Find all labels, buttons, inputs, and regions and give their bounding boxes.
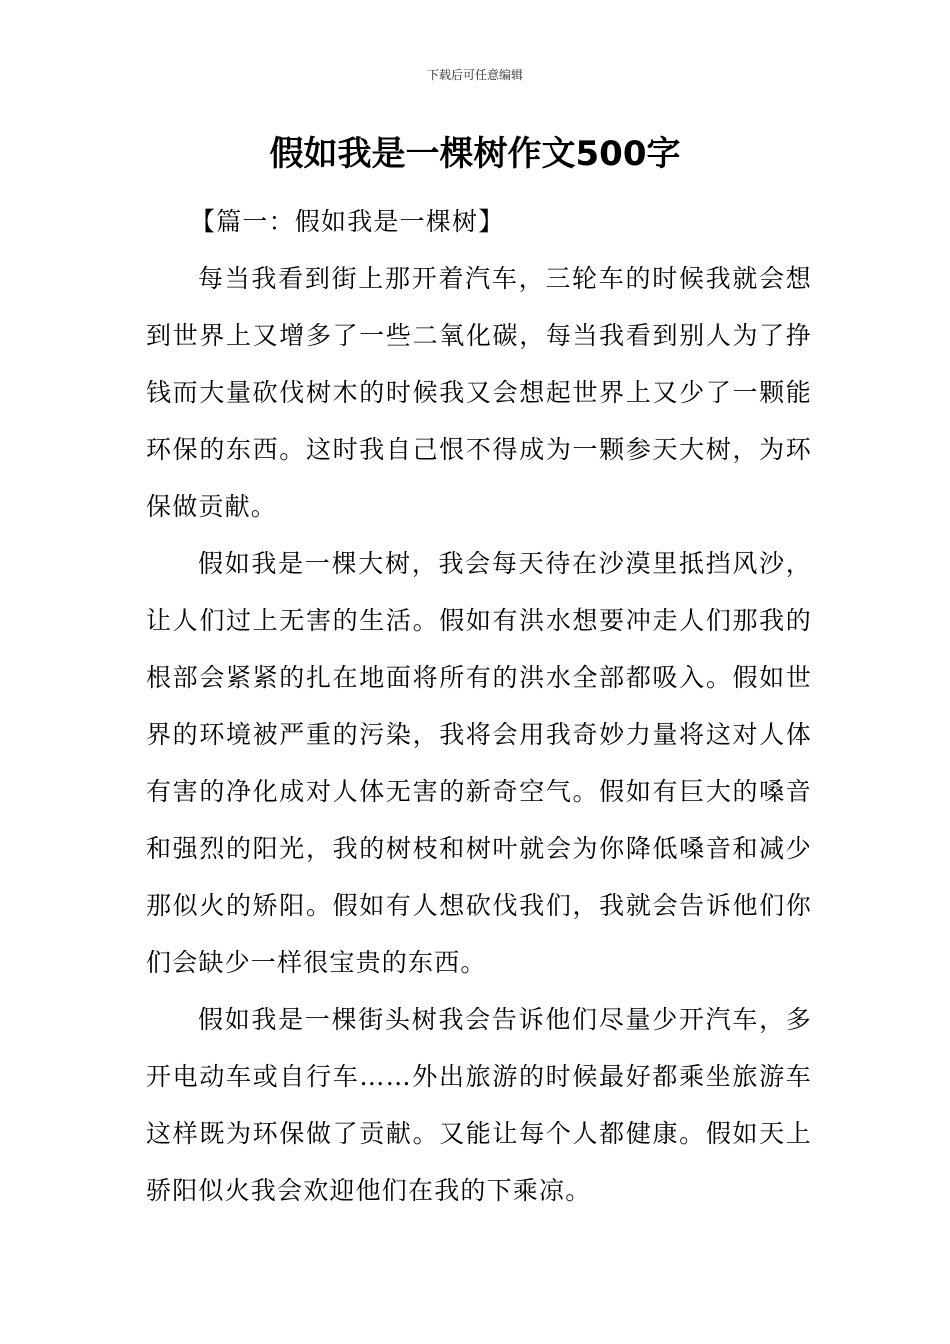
document-title: 假如我是一棵树作文500字 <box>269 134 681 174</box>
paragraph-2: 假如我是一棵大树，我会每天待在沙漠里抵挡风沙，让人们过上无害的生活。假如有洪水想要冲走人们那我的根部会紧紧的扎在地面将所有的洪水全部都吸入。假如世界的环境被严重的污染，我将会用我奇妙力量将这对人体有害的净化成对人体无害的新奇空气。假如有巨大的嗓音和强烈的阳光，我的树枝和树叶就会为你降低嗓音和减少那似火的矫阳。假如有人想砍伐我们，我就会告诉他们你们会缺少一样很宝贵的东西。 <box>146 549 812 977</box>
paragraph-1: 每当我看到街上那开着汽车，三轮车的时候我就会想到世界上又增多了一些二氧化碳，每当我看到别人为了挣钱而大量砍伐树木的时候我又会想起世界上又少了一颗能环保的东西。这时我自己恨不得成为一颗参天大树，为环保做贡献。 <box>146 264 812 521</box>
paragraph-3: 假如我是一棵街头树我会告诉他们尽量少开汽车，多开电动车或自行车……外出旅游的时候最好都乘坐旅游车这样既为环保做了贡献。又能让每个人都健康。假如天上骄阳似火我会欢迎他们在我的下乘凉。 <box>146 1005 812 1205</box>
document-body <box>146 193 812 1219</box>
header-note: 下载后可任意编辑 <box>426 68 523 82</box>
section-heading: 【篇一：假如我是一棵树】 <box>190 207 505 236</box>
